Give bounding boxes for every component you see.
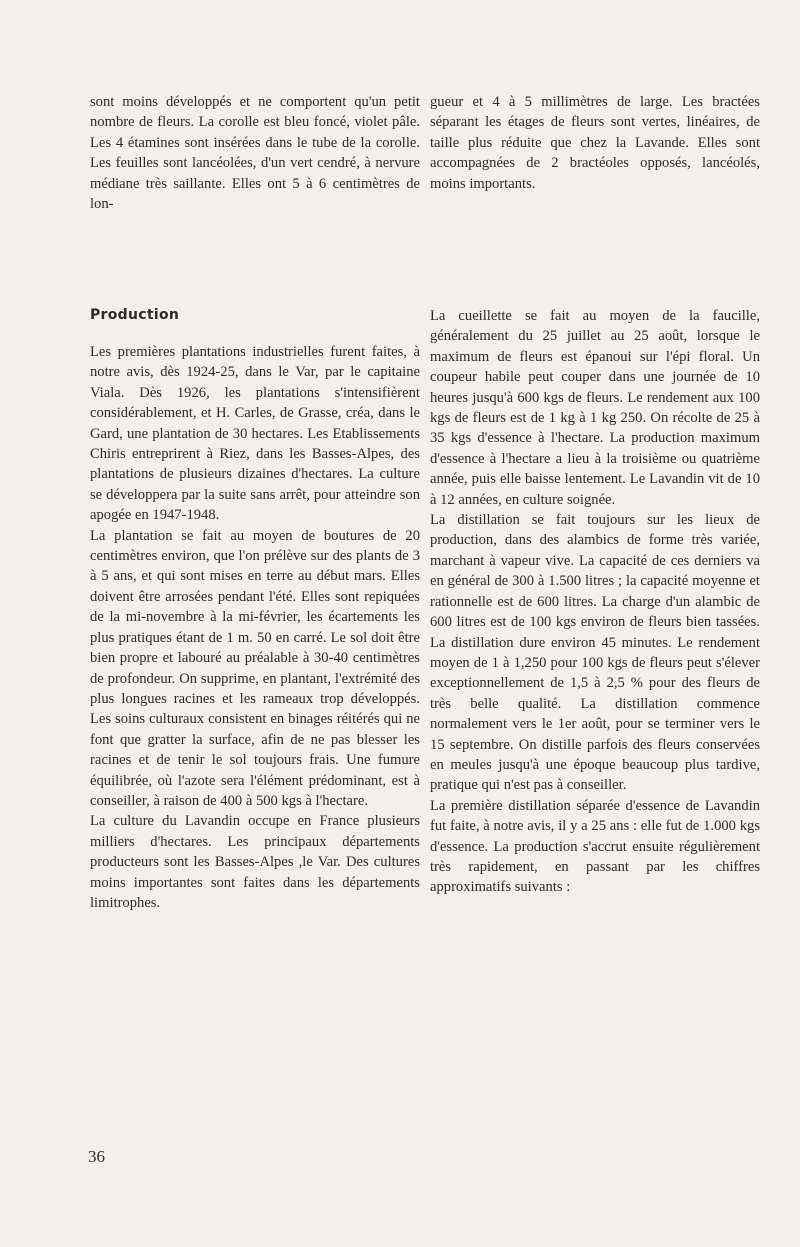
top-left-paragraph: sont moins développés et ne comportent qu'un petit nombre de fleurs. La corolle est bleu foncé, violet pâle. Les 4 étamines sont insérées dans le tube de la corolle. Les feuilles sont lancéolées, d'un vert cendré, à nervure médiane très saillante. Elles ont 5 à 6 centimètres de lon- xyxy=(90,94,420,213)
paragraph: La première distillation séparée d'essence de Lavandin fut faite, à notre avis, il y a 25 ans : elle fut de 1.000 kgs d'essence. La production s'accrut ensuite régulièrement très rapidement, en passant par les chiffres approximatifs suivants : xyxy=(430,797,760,896)
paragraph: Les premières plantations industrielles furent faites, à notre avis, dès 1924-25, dans le Var, par le capitaine Viala. Dès 1926, les plantations s'intensifièrent considérablement, et H. Carles, de Grasse, créa, dans le Gard, une plantation de 30 hectares. Les Etablissements Chiris entreprirent à Riez, dans les Basses-Alpes, des plantations de plusieurs dizaines d'hectares. La culture se développera par la suite sans arrêt, pour atteindre son apogée en 1947-1948. xyxy=(90,344,420,524)
top-right-column xyxy=(430,92,760,194)
production-left-column xyxy=(90,306,420,913)
paragraph: La cueillette se fait au moyen de la faucille, généralement du 25 juillet au 25 août, lorsque le maximum de fleurs est épanoui sur l'épi floral. Un coupeur habile peut couper dans une journée de 10 heures jusqu'à 600 kgs de fleurs. Le rendement aux 100 kgs de fleurs est de 1 kg à 1 kg 250. On récolte de 25 à 35 kgs d'essence à l'hectare. La production maximum d'essence à l'hectare a lieu à la troisième ou quatrième année, puis elle baisse lentement. Le Lavandin vit de 10 à 12 années, en culture soignée. xyxy=(430,308,760,508)
paragraph: La plantation se fait au moyen de boutures de 20 centimètres environ, que l'on prélève sur des plants de 3 à 5 ans, et qui sont mises en terre au début mars. Elles doivent être arrosées pendant l'été. Elles sont repiquées de la mi-novembre à la mi-février, les écartements les plus pratiques étant de 1 m. 50 en carré. Le sol doit être bien propre et labouré au préalable à 30-40 centimètres de profondeur. On supprime, en plantant, l'extrémité des plus longues racines et les rameaux trop développés. Les soins culturaux consistent en binages réitérés qui ne font que gratter la surface, afin de ne pas blesser les racines et de tenir le sol toujours frais. Une fumure équilibrée, où l'azote sera l'élément prédominant, est à conseiller, à raison de 400 à 500 kgs à l'hectare. xyxy=(90,527,420,809)
top-left-column xyxy=(90,92,420,214)
paragraph: La distillation se fait toujours sur les lieux de production, dans des alambics de forme très variée, marchant à vapeur vive. La capacité de ces derniers va en général de 300 à 1.500 litres ; la capacité moyenne et rationnelle est de 600 litres. La charge d'un alambic de 600 litres est de 100 kgs environ de fleurs bien tassées. La distillation dure environ 45 minutes. Le rendement moyen de 1 à 1,250 pour 100 kgs de fleurs peut s'élever exceptionnellement de 1,5 à 2,5 % pour des fleurs de très belle qualité. La distillation commence normalement vers le 1er août, pour se terminer vers le 15 septembre. On distille parfois des fleurs conservées en meules jusqu'à une époque beaucoup plus tardive, pratique qui n'est pas à conseiller. xyxy=(430,512,760,794)
top-right-paragraph: gueur et 4 à 5 millimètres de large. Les bractées séparant les étages de fleurs sont vertes, linéaires, de taille plus réduite que chez la Lavande. Elles sont accompagnées de 2 bractéoles opposés, lancéolés, moins importants. xyxy=(430,94,760,192)
section-heading: Production xyxy=(90,307,180,323)
page-number: 36 xyxy=(88,1147,105,1166)
paragraph: La culture du Lavandin occupe en France plusieurs milliers d'hectares. Les principaux départements producteurs sont les Basses-Alpes ,le Var. Des cultures moins importantes sont faites dans les départements limitrophes. xyxy=(90,813,420,911)
production-right-column xyxy=(430,306,760,898)
